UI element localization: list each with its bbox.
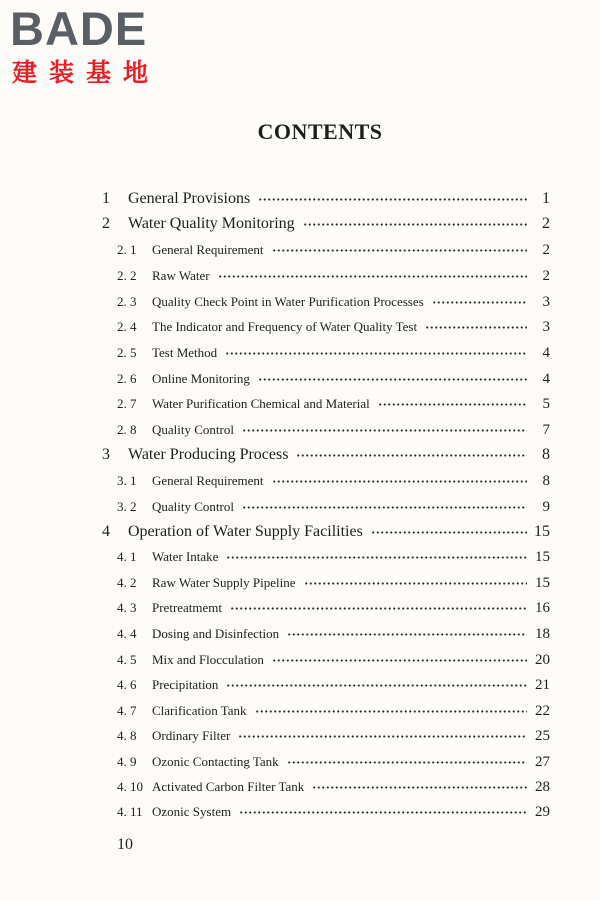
- dot-leader: [272, 249, 527, 252]
- dot-leader: [378, 403, 527, 406]
- toc-entry-title: Raw Water Supply Pipeline: [152, 575, 296, 590]
- toc-entry-page: 21: [535, 676, 550, 693]
- dot-leader: [255, 710, 527, 713]
- toc-entry-number: 4. 3: [117, 600, 137, 615]
- toc-entry: [100, 315, 550, 339]
- dot-leader: [296, 454, 527, 457]
- toc-entry: [100, 264, 550, 288]
- toc-entry-title: Test Method: [152, 345, 218, 360]
- toc-entry-page: 2: [542, 267, 550, 284]
- toc-entry-title: Ordinary Filter: [152, 728, 231, 743]
- dot-leader: [242, 506, 527, 509]
- toc-entry-title: General Requirement: [152, 242, 264, 257]
- toc-entry-title: Mix and Flocculation: [152, 652, 264, 667]
- toc-entry-page: 16: [535, 599, 550, 616]
- toc-entry-number: 4. 8: [117, 728, 137, 743]
- logo-wordmark: BADE: [10, 2, 148, 55]
- toc-entry-title: The Indicator and Frequency of Water Quality Test: [152, 319, 418, 334]
- dot-leader: [425, 326, 527, 329]
- dot-leader: [239, 811, 527, 814]
- dot-leader: [258, 198, 527, 201]
- toc-entry-title: Dosing and Disinfection: [152, 626, 280, 641]
- toc-entry-number: 4. 7: [117, 703, 137, 718]
- page-number: 10: [117, 836, 133, 853]
- dot-leader: [371, 531, 527, 534]
- toc-entry: [100, 392, 550, 416]
- toc-entry: [100, 699, 550, 723]
- toc-entry: [100, 622, 550, 646]
- toc-entry-title: Water Intake: [152, 549, 219, 564]
- toc-entry: [100, 648, 550, 672]
- toc-entry-page: 4: [542, 370, 550, 387]
- toc-entry-page: 2: [542, 215, 550, 232]
- toc-entry: [100, 596, 550, 620]
- toc-entry-title: Water Purification Chemical and Material: [152, 396, 370, 411]
- toc-entry-page: 1: [542, 190, 550, 207]
- toc-entry-number: 2: [102, 215, 110, 232]
- logo-subtitle: 建装基地: [12, 58, 161, 87]
- toc-entry-title: Precipitation: [152, 677, 219, 692]
- dot-leader: [225, 352, 527, 355]
- toc-entry: [100, 469, 550, 493]
- dot-leader: [272, 659, 527, 662]
- toc-entry-title: Ozonic Contacting Tank: [152, 754, 279, 769]
- toc-entry: [100, 750, 550, 774]
- dot-leader: [287, 633, 527, 636]
- toc-entry-number: 4. 6: [117, 677, 137, 692]
- toc-entry-number: 3. 1: [117, 473, 137, 488]
- toc-entry: [100, 724, 550, 748]
- toc-entry-page: 28: [535, 778, 550, 795]
- toc-entry-page: 3: [542, 318, 550, 335]
- toc-entry-number: 2. 7: [117, 396, 137, 411]
- toc-entry-title: General Provisions: [128, 190, 251, 207]
- toc-entry-page: 2: [542, 241, 550, 258]
- toc-entry-page: 20: [535, 651, 550, 668]
- toc-entry-title: Online Monitoring: [152, 371, 250, 386]
- dot-leader: [287, 761, 527, 764]
- toc-entry-page: 15: [535, 574, 550, 591]
- toc-entry-title: Pretreatmemt: [152, 600, 223, 615]
- toc-entry-page: 8: [542, 446, 550, 463]
- toc-entry-number: 4. 1: [117, 549, 137, 564]
- toc-entry-number: 3: [102, 446, 110, 463]
- toc-entry: [100, 290, 550, 314]
- toc-entry-page: 15: [534, 523, 550, 540]
- toc-entry-number: 2. 4: [117, 319, 137, 334]
- toc-entry-number: 4. 4: [117, 626, 137, 641]
- dot-leader: [303, 223, 527, 226]
- toc-entry-page: 25: [535, 727, 550, 744]
- toc-entry: [100, 520, 550, 544]
- toc-entry-number: 4. 2: [117, 575, 137, 590]
- toc-entry-title: Ozonic System: [152, 804, 232, 819]
- dot-leader: [238, 735, 527, 738]
- toc-entry: [100, 800, 550, 824]
- toc-entry-page: 29: [535, 803, 550, 820]
- toc-entry-page: 15: [535, 548, 550, 565]
- dot-leader: [258, 378, 527, 381]
- toc-entry-title: Water Quality Monitoring: [128, 215, 295, 232]
- toc-entry-page: 5: [542, 395, 550, 412]
- dot-leader: [226, 556, 527, 559]
- dot-leader: [218, 275, 527, 278]
- dot-leader: [226, 684, 527, 687]
- toc-entry-title: Operation of Water Supply Facilities: [128, 523, 363, 540]
- toc-entry: [100, 341, 550, 365]
- toc-entry: [100, 545, 550, 569]
- toc-entry: [100, 367, 550, 391]
- toc-entry-number: 4. 10: [117, 779, 143, 794]
- toc-entry-number: 4. 9: [117, 754, 137, 769]
- dot-leader: [272, 480, 527, 483]
- toc-entry: [100, 418, 550, 442]
- toc-entry-title: Clarification Tank: [152, 703, 247, 718]
- toc-entry-page: 27: [535, 753, 550, 770]
- toc-entry-number: 2. 2: [117, 268, 137, 283]
- toc-entry-page: 8: [542, 472, 550, 489]
- toc-entry: [100, 775, 550, 799]
- dot-leader: [242, 429, 527, 432]
- toc-entry-number: 4. 11: [117, 804, 143, 819]
- toc-entry-page: 3: [542, 293, 550, 310]
- toc-entry-title: Water Producing Process: [128, 446, 289, 463]
- toc-entry-number: 2. 3: [117, 294, 137, 309]
- logo: [10, 4, 175, 88]
- toc-entry-number: 1: [102, 190, 110, 207]
- toc-entry: [100, 187, 550, 211]
- toc-entry: [100, 495, 550, 519]
- dot-leader: [304, 582, 527, 585]
- toc-entry-number: 2. 5: [117, 345, 137, 360]
- dot-leader: [230, 607, 527, 610]
- page-title: CONTENTS: [257, 119, 383, 144]
- toc-entry-number: 2. 8: [117, 422, 137, 437]
- toc-entry-title: Quality Control: [152, 499, 234, 514]
- toc-entry-page: 7: [542, 421, 550, 438]
- toc-entry-title: Quality Check Point in Water Purification Processes: [152, 294, 424, 309]
- toc-entry-number: 4. 5: [117, 652, 137, 667]
- toc-entry: [100, 443, 550, 467]
- toc-entry-number: 2. 1: [117, 242, 137, 257]
- dot-leader: [432, 301, 527, 304]
- toc-entry-page: 9: [542, 498, 550, 515]
- toc-entry: [100, 673, 550, 697]
- toc-entry-page: 22: [535, 702, 550, 719]
- toc-entry-title: General Requirement: [152, 473, 264, 488]
- toc-entry-title: Raw Water: [152, 268, 210, 283]
- toc-entry: [100, 571, 550, 595]
- toc-entry-page: 18: [535, 625, 550, 642]
- dot-leader: [312, 786, 527, 789]
- toc-entry-page: 4: [542, 344, 550, 361]
- toc-entry-number: 2. 6: [117, 371, 137, 386]
- toc-entry-title: Quality Control: [152, 422, 234, 437]
- toc-entry-number: 3. 2: [117, 499, 137, 514]
- toc-entry: [100, 238, 550, 262]
- toc-entry-number: 4: [102, 523, 110, 540]
- toc-entry: [100, 212, 550, 236]
- toc-entry-title: Activated Carbon Filter Tank: [152, 779, 305, 794]
